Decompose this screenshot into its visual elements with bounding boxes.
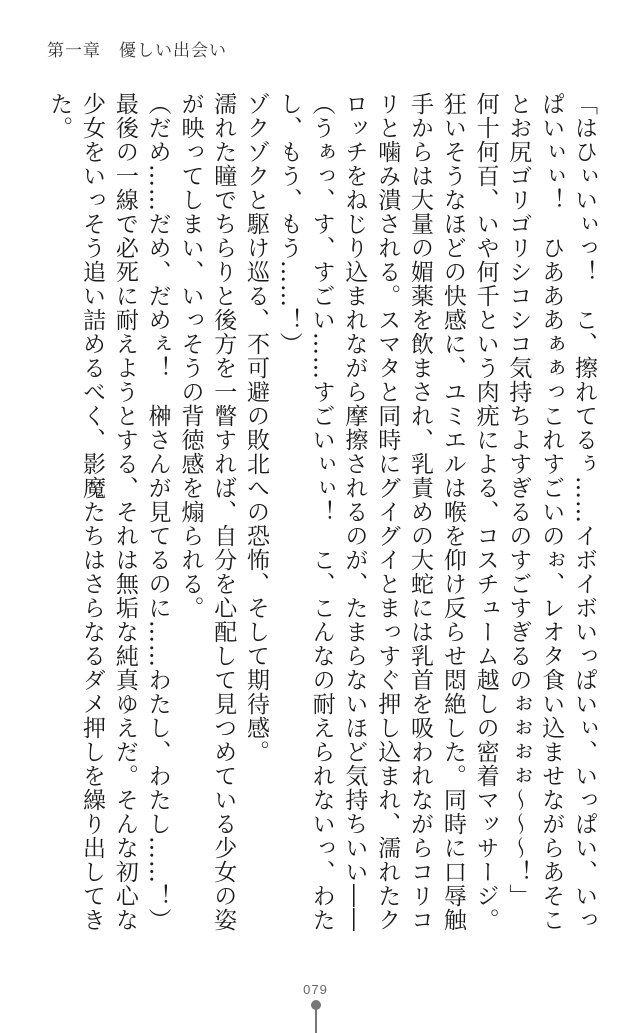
body-paragraph: 最後の一線で必死に耐えようとする、それは無垢な純真ゆえだ。そんな初心な少女をいっそう追い詰めるべく、影魔たちはさらなるダメ押しを繰り出してきた。 [46,92,138,932]
body-paragraph: （だめ……だめ、だめぇ！ 榊さんが見てるのに……わたし、わたし……！） [144,92,171,932]
body-paragraph: 濡れた瞳でちらりと後方を一瞥すれば、自分を心配して見つめている少女の姿が映ってしまい、いっそうの背徳感を煽られる。 [177,92,237,932]
body-paragraph: ゾクゾクと駆け巡る、不可避の敗北への恐怖、そして期待感。 [243,92,270,764]
body-text [40,92,600,952]
body-paragraph: 何十何百、いや何千という肉疣による、コスチューム越しの密着マッサージ。狂いそうなほどの快感に、ユミエルは喉を仰け反らせ悶絶した。同時に口辱触手からは大量の媚薬を飲まされ、乳責めの大蛇には乳首を吸われながらコリコリと噛み潰される。スマタと同時にグイグイとまっすぐ押し込まれ、濡れたクロッチをねじり込まれながら摩擦されるのが、たまらないほど気持ちいい―― [341,92,499,932]
page-number: 079 [303,982,328,997]
body-paragraph: 「はひぃいぃっ！ こ、擦れてるぅ……イボイボいっぱいぃ、いっぱい、いっぱいぃぃ！ ひあああぁぁっこれすごいのぉ、レオタ食い込ませながらあそことお尻ゴリゴリシコシコ気持ちよすぎるのすごすぎるのぉぉぉぉ〜〜〜！」 [505,92,597,932]
folio-line-ornament [315,1008,317,1033]
body-paragraph: （うぁっ、す、すごい……すごいぃぃ！ こ、こんなの耐えられないっ、わたし、もう、もう……！） [275,92,335,932]
running-title: 第一章 優しい出会い [47,41,227,61]
